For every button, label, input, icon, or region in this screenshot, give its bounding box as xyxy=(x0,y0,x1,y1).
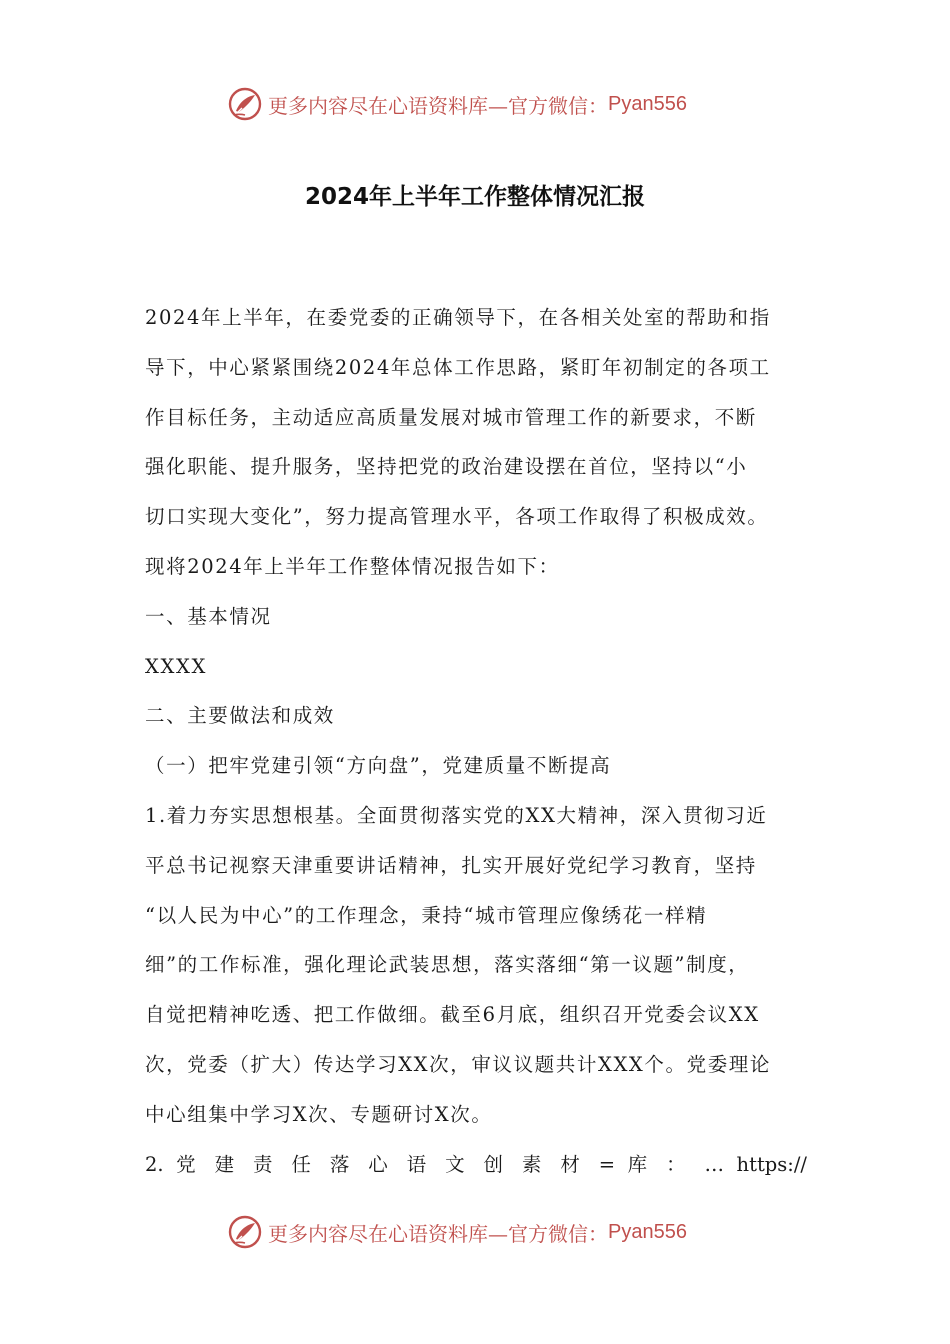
body-line: 导下，中心紧紧围绕2024年总体工作思路，紧盯年初制定的各项工 xyxy=(145,355,771,379)
pen-logo-icon xyxy=(228,1215,262,1249)
body-line: 强化职能、提升服务，坚持把党的政治建设摆在首位，坚持以“小 xyxy=(145,455,748,479)
placeholder-text: XXXX xyxy=(145,654,207,678)
body-line: 次，党委（扩大）传达学习XX次，审议议题共计XXX个。党委理论 xyxy=(145,1052,772,1076)
body-line: 自觉把精神吃透、把工作做细。截至6月底，组织召开党委会议XX xyxy=(145,1003,760,1027)
body-line: 1.着力夯实思想根基。全面贯彻落实党的XX大精神，深入贯彻习近 xyxy=(145,803,768,827)
body-line: 中心组集中学习X次、专题研讨X次。 xyxy=(145,1102,493,1126)
watermark-text: 更多内容尽在心语资料库—官方微信： xyxy=(268,93,608,118)
body-line: “以人民为中心”的工作理念，秉持“城市管理应像绣花一样精 xyxy=(145,903,708,927)
body-line: 平总书记视察天津重要讲话精神，扎实开展好党纪学习教育，坚持 xyxy=(145,853,757,877)
body-line: 2024年上半年，在委党委的正确领导下，在各相关处室的帮助和指 xyxy=(145,306,771,329)
document-body xyxy=(145,293,807,1189)
header-watermark-banner xyxy=(228,84,687,124)
body-line: 现将2024年上半年工作整体情况报告如下： xyxy=(145,554,560,578)
subsection-heading: （一）把牢党建引领“方向盘”，党建质量不断提高 xyxy=(145,754,612,778)
body-line: 作目标任务，主动适应高质量发展对城市管理工作的新要求，不断 xyxy=(145,405,757,429)
watermark-text: 更多内容尽在心语资料库—官方微信： xyxy=(268,1221,608,1246)
watermark-handle: Pyan556 xyxy=(608,1220,687,1243)
pen-logo-icon xyxy=(228,87,262,121)
document-title: 2024年上半年工作整体情况汇报 xyxy=(304,184,645,210)
body-line: 细”的工作标准，强化理论武装思想，落实落细“第一议题”制度， xyxy=(145,953,750,977)
footer-watermark-banner xyxy=(228,1212,687,1252)
watermark-handle: Pyan556 xyxy=(608,92,687,115)
body-line: 切口实现大变化”，努力提高管理水平，各项工作取得了积极成效。 xyxy=(145,505,769,529)
body-line: 2. 党 建 责 任 落 心 语 文 创 素 材 = 库 ： … https:// xyxy=(145,1152,807,1176)
section-heading-basic: 一、基本情况 xyxy=(145,604,272,628)
section-heading-measures: 二、主要做法和成效 xyxy=(145,704,335,728)
